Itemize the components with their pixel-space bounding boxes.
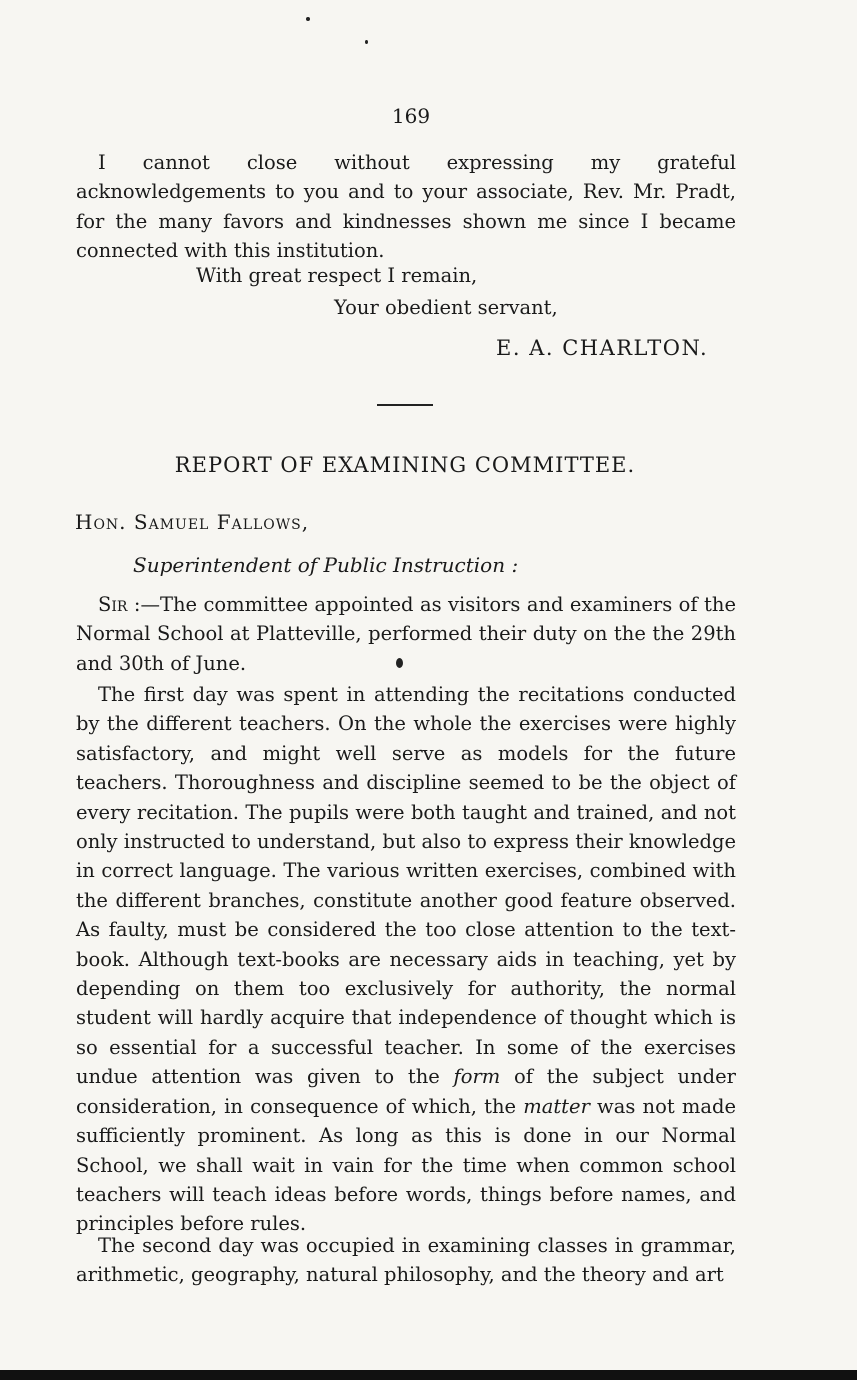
report-paragraph-2-text-a: The first day was spent in attending the recitations conducted by the different teachers. On the whole the exercises were highly satisfactory, and might well serve as models for the future teachers. Thoroughness and discipline seemed to be the object of every recitation. The pupils were both taught and trained, and not only instructed to understand, but also to express their knowledge in correct language. The various written exercises, combined with the different branches, constitute another good feature observed. As faulty, must be considered the too close attention to the text-book. Although text-books are necessary aids in teaching, yet by depending on them too exclusively for authority, the normal student will hardly acquire that independence of thought which is so essential for a successful teacher. In some of the exercises undue attention was given to the [76, 683, 736, 1089]
report-paragraph-3 [76, 1231, 736, 1290]
letter-valediction: Your obedient servant, [334, 296, 558, 319]
page-bottom-edge [0, 1370, 857, 1380]
letter-closing: With great respect I remain, [196, 264, 478, 287]
report-paragraph-2 [76, 680, 736, 1239]
ink-speck [306, 17, 310, 21]
letter-signature: E. A. CHARLTON. [496, 336, 709, 360]
report-paragraph-2-text-b: of the subject under consideration, in consequence of which, the [76, 1065, 736, 1118]
report-paragraph-2-text-c: was not made sufficiently prominent. As long as this is done in our Normal School, we shall wait in vain for the time when common school teachers will teach ideas before words, things before names, and principles before rules. [76, 1094, 736, 1236]
report-emphasis-matter: matter [523, 1094, 590, 1118]
report-emphasis-form: form [453, 1065, 501, 1089]
report-addressee-title: Superintendent of Public Instruction : [133, 553, 519, 577]
letter-body: I cannot close without expressing my grateful acknowledgements to you and to your associate, Rev. Mr. Pradt, for the many favors and kindnesses shown me since I became connected with this institution. [76, 151, 736, 263]
page-number: 169 [391, 104, 431, 128]
report-addressee: Hon. Samuel Fallows, [75, 510, 310, 534]
letter-closing-paragraph [76, 148, 736, 266]
report-paragraph-1 [76, 590, 736, 678]
section-divider [377, 404, 433, 406]
report-paragraph-1-text: —The committee appointed as visitors and examiners of the Normal School at Platteville, performed their duty on the the 29th and 30th of June. [76, 593, 736, 675]
report-salutation: Sir : [98, 593, 141, 616]
ink-speck [365, 40, 368, 44]
report-heading: REPORT OF EXAMINING COMMITTEE. [174, 453, 636, 477]
report-paragraph-3-text: The second day was occupied in examining classes in grammar, arithmetic, geography, natural philosophy, and the theory and art [76, 1234, 736, 1287]
